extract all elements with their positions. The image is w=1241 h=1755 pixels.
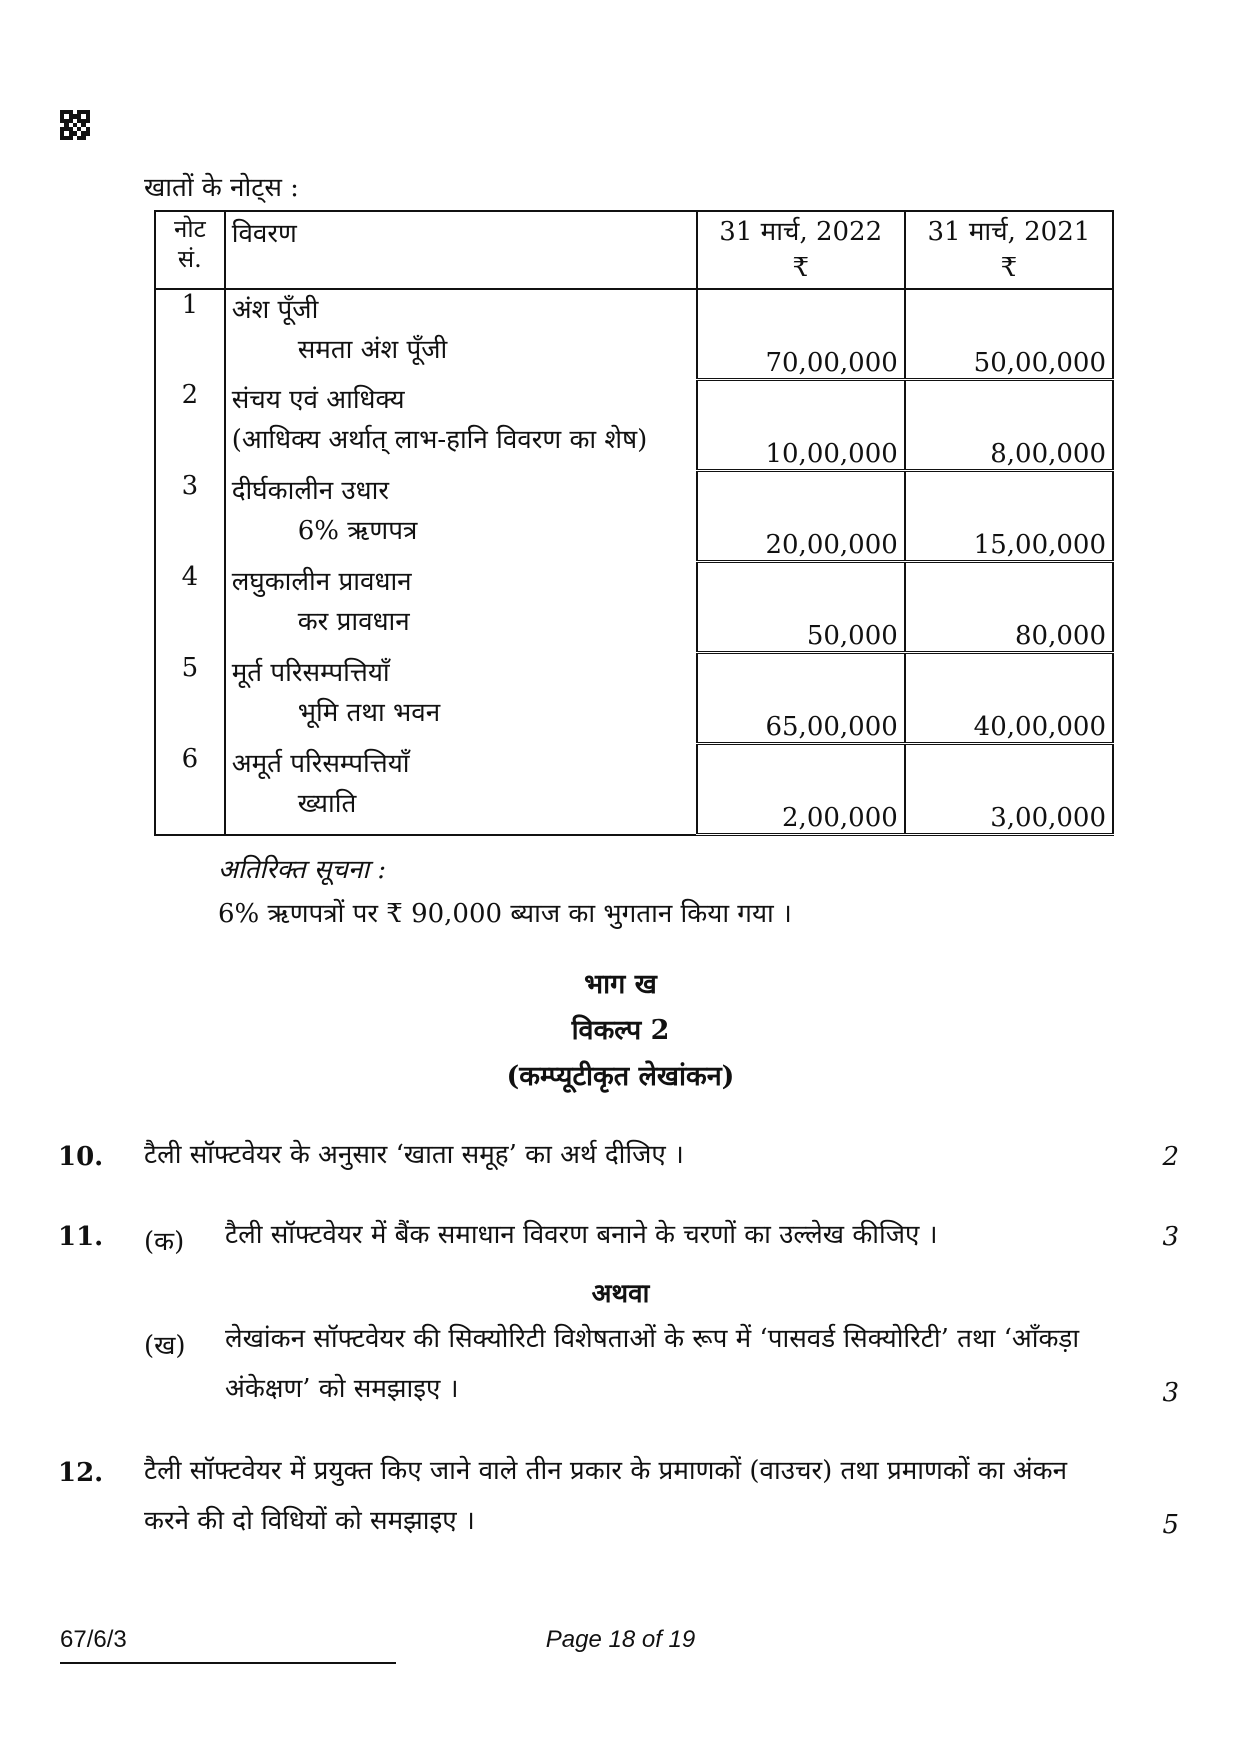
amount-2022: 2,00,000 bbox=[697, 744, 905, 835]
note-head: मूर्त परिसम्पत्तियाँ bbox=[231, 657, 390, 688]
question-11b-text: लेखांकन सॉफ्टवेयर की सिक्योरिटी विशेषताओं के रूप में ‘पासवर्ड सिक्योरिटी’ तथा ‘आँकड़ा अंकेक्षण’ को समझाइए । bbox=[225, 1324, 1080, 1404]
note-head: दीर्घकालीन उधार bbox=[231, 475, 389, 506]
note-item: कर प्रावधान bbox=[297, 606, 410, 637]
note-number: 3 bbox=[155, 471, 225, 562]
page-number: Page 18 of 19 bbox=[545, 1626, 696, 1653]
amount-2022: 10,00,000 bbox=[697, 380, 905, 471]
amount-2022: 20,00,000 bbox=[697, 471, 905, 562]
note-description bbox=[225, 653, 697, 744]
table-row bbox=[155, 562, 1113, 653]
additional-info-title: अतिरिक्त सूचना : bbox=[218, 855, 387, 885]
section-part: भाग ख bbox=[584, 969, 657, 1000]
question-11a-label: (क) bbox=[144, 1227, 185, 1257]
note-item: समता अंश पूँजी bbox=[297, 335, 448, 365]
question-11a-marks: 3 bbox=[1162, 1222, 1179, 1252]
header-2021-date: 31 मार्च, 2021 bbox=[927, 217, 1091, 247]
header-2021 bbox=[905, 211, 1113, 289]
amount-2022: 70,00,000 bbox=[697, 289, 905, 380]
note-item: 6% ऋणपत्र bbox=[297, 515, 418, 546]
table-row bbox=[155, 471, 1113, 562]
section-option: विकल्प 2 bbox=[571, 1015, 670, 1046]
question-11-or: अथवा bbox=[591, 1279, 650, 1309]
note-head: अमूर्त परिसम्पत्तियाँ bbox=[231, 748, 410, 779]
qr-code-icon bbox=[60, 110, 90, 140]
amount-2021: 80,000 bbox=[905, 562, 1113, 653]
table-row bbox=[155, 653, 1113, 744]
header-note-no: नोट सं. bbox=[155, 211, 225, 289]
notes-table bbox=[154, 210, 1114, 836]
question-11b-label: (ख) bbox=[144, 1331, 186, 1361]
header-2022-date: 31 मार्च, 2022 bbox=[719, 217, 883, 247]
header-particulars: विवरण bbox=[225, 211, 697, 289]
question-10-number: 10. bbox=[58, 1142, 104, 1172]
question-12-text: टैली सॉफ्टवेयर में प्रयुक्त किए जाने वाले तीन प्रकार के प्रमाणकों (वाउचर) तथा प्रमाणकों का अंकन करने की दो विधियों को समझाइए । bbox=[144, 1456, 1068, 1536]
amount-2022: 50,000 bbox=[697, 562, 905, 653]
note-head: संचय एवं आधिक्य bbox=[231, 384, 405, 415]
question-10-text: टैली सॉफ्टवेयर के अनुसार ‘खाता समूह’ का अर्थ दीजिए । bbox=[144, 1140, 684, 1170]
note-description bbox=[225, 471, 697, 562]
paper-code: 67/6/3 bbox=[60, 1626, 127, 1653]
header-2022 bbox=[697, 211, 905, 289]
amount-2021: 8,00,000 bbox=[905, 380, 1113, 471]
note-head: लघुकालीन प्रावधान bbox=[231, 566, 412, 597]
note-number: 5 bbox=[155, 653, 225, 744]
note-description bbox=[225, 380, 697, 471]
question-11-number: 11. bbox=[58, 1222, 104, 1252]
note-item: (आधिक्य अर्थात् लाभ-हानि विवरण का शेष) bbox=[231, 424, 648, 455]
note-number: 2 bbox=[155, 380, 225, 471]
table-row bbox=[155, 744, 1113, 835]
question-11b-marks: 3 bbox=[1162, 1378, 1179, 1408]
amount-2021: 50,00,000 bbox=[905, 289, 1113, 380]
note-item: ख्याति bbox=[297, 788, 357, 819]
question-12-marks: 5 bbox=[1162, 1510, 1179, 1540]
question-11a-text: टैली सॉफ्टवेयर में बैंक समाधान विवरण बनाने के चरणों का उल्लेख कीजिए । bbox=[225, 1220, 938, 1250]
note-description bbox=[225, 744, 697, 835]
header-2021-unit: ₹ bbox=[1000, 253, 1018, 283]
note-number: 6 bbox=[155, 744, 225, 835]
question-10-marks: 2 bbox=[1162, 1142, 1179, 1172]
amount-2021: 40,00,000 bbox=[905, 653, 1113, 744]
additional-info-text: 6% ऋणपत्रों पर ₹ 90,000 ब्याज का भुगतान किया गया । bbox=[218, 899, 792, 929]
note-number: 4 bbox=[155, 562, 225, 653]
table-row bbox=[155, 380, 1113, 471]
amount-2022: 65,00,000 bbox=[697, 653, 905, 744]
amount-2021: 15,00,000 bbox=[905, 471, 1113, 562]
amount-2021: 3,00,000 bbox=[905, 744, 1113, 835]
footer-divider bbox=[60, 1662, 396, 1664]
note-number: 1 bbox=[155, 289, 225, 380]
notes-heading: खातों के नोट्स : bbox=[144, 173, 299, 203]
note-description bbox=[225, 289, 697, 380]
table-row bbox=[155, 289, 1113, 380]
note-description bbox=[225, 562, 697, 653]
section-subject: (कम्प्यूटीकृत लेखांकन) bbox=[506, 1061, 735, 1092]
header-2022-unit: ₹ bbox=[792, 253, 809, 283]
note-item: भूमि तथा भवन bbox=[297, 697, 441, 728]
note-head: अंश पूँजी bbox=[231, 295, 319, 325]
table-header-row bbox=[155, 211, 1113, 289]
question-12-number: 12. bbox=[58, 1458, 104, 1488]
